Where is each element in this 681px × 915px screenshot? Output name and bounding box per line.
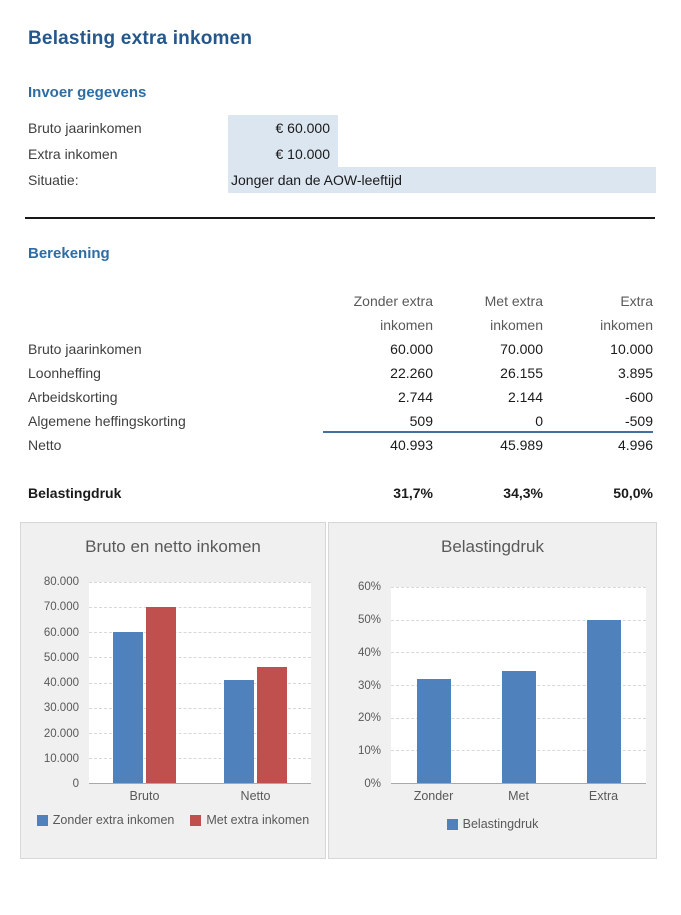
x-category-label: Met	[508, 789, 529, 803]
chart-belastingdruk	[328, 522, 657, 859]
table-cell: 50,0%	[613, 485, 653, 501]
legend-item	[190, 813, 309, 827]
bar	[146, 607, 176, 783]
x-axis-labels	[391, 784, 646, 803]
input-row-situatie	[28, 167, 681, 193]
table-cell: 3.895	[617, 365, 653, 381]
y-tick-label: 80.000	[43, 576, 79, 588]
y-tick-label: 10%	[357, 745, 381, 758]
table-cell: 0	[433, 409, 543, 433]
section-heading-berekening: Berekening	[28, 245, 110, 262]
bar	[587, 620, 621, 783]
bar	[113, 632, 143, 783]
table-cell: 10.000	[610, 341, 653, 357]
bar-group-met	[502, 587, 536, 783]
table-cell: 4.996	[617, 437, 653, 453]
charts-row	[20, 522, 681, 859]
x-category-label: Bruto	[129, 789, 160, 803]
bar	[224, 680, 254, 783]
bars-layer	[391, 587, 646, 783]
extra-inkomen-input-cell[interactable]: € 10.000	[228, 141, 338, 167]
y-tick-label: 50%	[357, 613, 381, 626]
bar	[257, 667, 287, 783]
table-row-arbeidskorting	[28, 385, 681, 409]
legend-item	[37, 813, 175, 827]
table-cell: -600	[624, 389, 653, 405]
chart-legend	[21, 803, 325, 827]
y-tick-label: 70.000	[43, 601, 79, 614]
legend-label: Zonder extra inkomen	[52, 813, 175, 827]
column-header-line: Zonder extra	[353, 293, 433, 309]
column-header-line: Met extra	[484, 293, 543, 309]
table-cell: 2.144	[507, 389, 543, 405]
y-axis-labels	[329, 581, 391, 790]
table-cell: 22.260	[390, 365, 433, 381]
y-tick-label: 20%	[357, 712, 381, 725]
input-label: Situatie:	[28, 172, 79, 188]
section-divider-line	[25, 217, 655, 219]
plot-row	[21, 576, 325, 790]
y-tick-label: 0	[72, 778, 79, 790]
plot-area	[89, 582, 311, 784]
row-label: Loonheffing	[28, 365, 101, 381]
table-cell: -509	[543, 409, 653, 433]
legend-label: Met extra inkomen	[206, 813, 310, 827]
legend-item	[447, 817, 539, 831]
y-tick-label: 10.000	[43, 752, 79, 765]
bruto-jaarinkomen-input-cell[interactable]: € 60.000	[228, 115, 338, 141]
page-title: Belasting extra inkomen	[28, 28, 253, 49]
y-tick-label: 50.000	[43, 651, 79, 664]
row-label: Algemene heffingskorting	[28, 413, 186, 429]
chart-legend	[329, 803, 656, 831]
legend-swatch-icon	[447, 819, 458, 830]
table-row-bruto-jaarinkomen	[28, 337, 681, 361]
bar	[502, 671, 536, 783]
chart-title: Belastingdruk	[440, 537, 544, 556]
input-form	[28, 115, 681, 193]
column-header-line: inkomen	[490, 317, 543, 333]
worksheet	[0, 28, 681, 505]
bars-layer	[89, 582, 311, 783]
section-heading-invoer: Invoer gegevens	[28, 84, 147, 101]
situatie-select-cell[interactable]: Jonger dan de AOW-leeftijd	[228, 167, 656, 193]
table-row-algemene-heffingskorting	[28, 409, 681, 433]
input-row-extra-inkomen	[28, 141, 681, 167]
y-tick-label: 40%	[357, 646, 381, 659]
legend-swatch-icon	[37, 815, 48, 826]
table-cell: 31,7%	[393, 485, 433, 501]
legend-label: Belastingdruk	[462, 817, 539, 831]
y-axis-labels	[21, 576, 89, 790]
table-header-row	[28, 289, 681, 337]
y-tick-label: 60%	[357, 581, 381, 593]
y-tick-label: 60.000	[43, 626, 79, 639]
column-header-met-extra	[433, 289, 543, 337]
column-header-line: inkomen	[600, 317, 653, 333]
plot-row	[329, 581, 656, 790]
y-tick-label: 30%	[357, 679, 381, 692]
table-cell: 60.000	[390, 341, 433, 357]
table-row-loonheffing	[28, 361, 681, 385]
table-row-belastingdruk	[28, 481, 681, 505]
legend-swatch-icon	[190, 815, 201, 826]
table-cell: 70.000	[500, 341, 543, 357]
table-row-netto	[28, 433, 681, 457]
table-cell: 34,3%	[503, 485, 543, 501]
column-header-extra	[543, 289, 653, 337]
row-label: Arbeidskorting	[28, 389, 118, 405]
bar-group-netto	[224, 582, 287, 783]
x-category-label: Extra	[588, 789, 619, 803]
y-tick-label: 30.000	[43, 702, 79, 715]
plot-area	[391, 587, 646, 784]
calculation-table	[28, 289, 681, 505]
column-header-line: Extra	[620, 293, 653, 309]
y-tick-label: 0%	[364, 778, 381, 790]
input-row-bruto-jaarinkomen	[28, 115, 681, 141]
row-label: Netto	[28, 437, 62, 453]
x-axis-labels	[89, 784, 311, 803]
y-tick-label: 40.000	[43, 677, 79, 689]
column-header-line: inkomen	[380, 317, 433, 333]
bar-group-zonder	[417, 587, 451, 783]
chart-bruto-en-netto-inkomen	[20, 522, 326, 859]
x-category-label: Netto	[240, 789, 271, 803]
table-cell: 2.744	[397, 389, 433, 405]
row-label: Belastingdruk	[28, 485, 122, 501]
table-cell: 40.993	[390, 437, 433, 453]
column-header-zonder-extra	[323, 289, 433, 337]
y-tick-label: 20.000	[43, 727, 79, 740]
input-label: Bruto jaarinkomen	[28, 120, 142, 136]
table-header-empty	[28, 289, 323, 337]
input-label: Extra inkomen	[28, 146, 118, 162]
bar-group-bruto	[113, 582, 176, 783]
bar	[417, 679, 451, 783]
table-cell: 45.989	[500, 437, 543, 453]
x-category-label: Zonder	[413, 789, 454, 803]
table-cell: 509	[323, 409, 433, 433]
table-cell: 26.155	[500, 365, 543, 381]
row-label: Bruto jaarinkomen	[28, 341, 142, 357]
bar-group-extra	[587, 587, 621, 783]
chart-title: Bruto en netto inkomen	[85, 537, 261, 556]
